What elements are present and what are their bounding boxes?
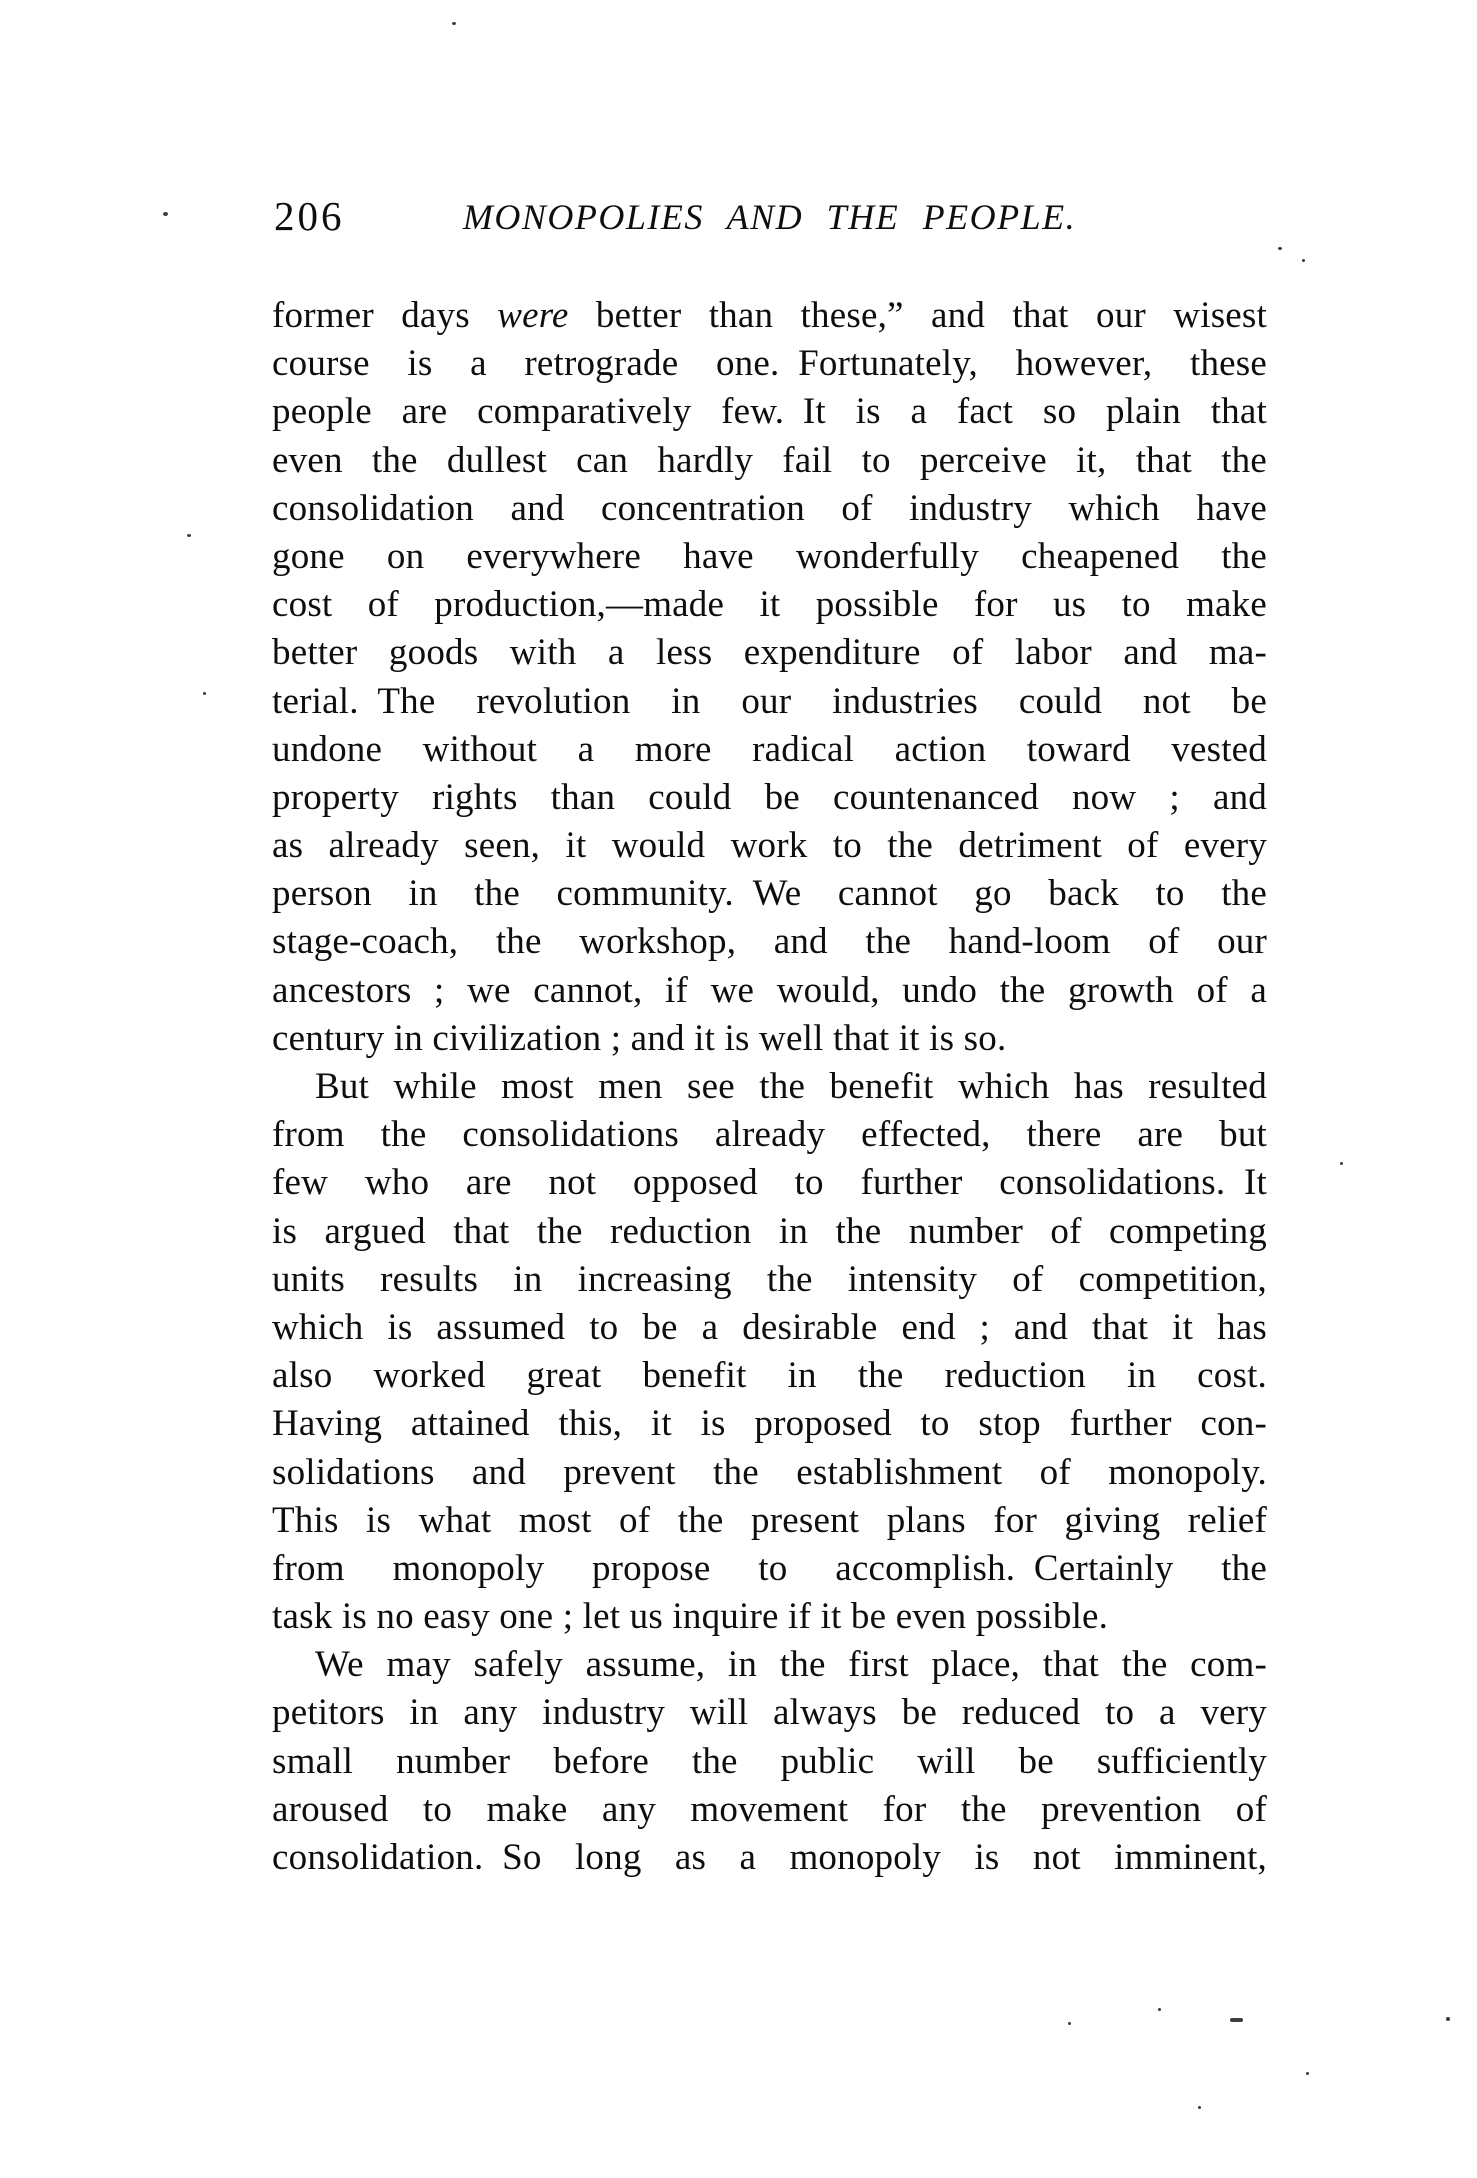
text-line: [272, 726, 1267, 774]
scan-speck: [1278, 247, 1282, 250]
text-line: [272, 485, 1267, 533]
text-line: [272, 1352, 1267, 1400]
text-segment: course is a retrograde one. Fortunately, however, these: [272, 343, 1267, 385]
text-line: [272, 629, 1267, 677]
page-header: [272, 194, 1267, 246]
text-line: [272, 1400, 1267, 1448]
text-line: [272, 388, 1267, 436]
scan-speck: [1302, 259, 1305, 262]
text-segment: from the consolidations already effected, there are but: [272, 1114, 1267, 1156]
text-segment: people are comparatively few. It is a fact so plain that: [272, 391, 1267, 433]
text-segment: consolidation. So long as a monopoly is not imminent,: [272, 1837, 1267, 1878]
scan-speck: [203, 692, 206, 695]
scan-speck: [1446, 2017, 1450, 2021]
text-segment: which is assumed to be a desirable end ; and that it has: [272, 1306, 1267, 1348]
text-segment: undone without a more radical action toward vested: [272, 728, 1267, 770]
text-segment: units results in increasing the intensity of competition,: [272, 1258, 1267, 1300]
text-segment: But while most men see the benefit which has resulted: [315, 1066, 1267, 1107]
text-segment: century in civilization ; and it is well that it is so.: [272, 1017, 1007, 1059]
scan-speck: [1068, 2022, 1071, 2025]
scan-speck: [1340, 1162, 1343, 1165]
text-segment: small number before the public will be sufficiently: [272, 1740, 1267, 1782]
text-line: [272, 1063, 1267, 1111]
text-line: [272, 774, 1267, 822]
scan-speck: [1198, 2106, 1201, 2109]
text-line: [272, 1641, 1267, 1689]
text-segment: aroused to make any movement for the prevention of: [272, 1788, 1267, 1830]
paragraph: [272, 292, 1267, 1063]
text-segment: stage-coach, the workshop, and the hand-loom of our: [272, 921, 1267, 963]
text-line: [272, 533, 1267, 581]
text-segment: also worked great benefit in the reduction in cost.: [272, 1355, 1267, 1397]
italic-text-segment: were: [497, 295, 569, 336]
text-line: [272, 340, 1267, 388]
page-number: 206: [274, 193, 345, 239]
text-segment: task is no easy one ; let us inquire if it be even possible.: [272, 1596, 1109, 1638]
text-line: [272, 967, 1267, 1015]
text-segment: property rights than could be countenanced now ; and: [272, 776, 1267, 818]
text-line: [272, 1159, 1267, 1207]
text-segment: Having attained this, it is proposed to stop further con-: [272, 1403, 1267, 1445]
text-line: [272, 292, 1267, 340]
text-segment: solidations and prevent the establishment of monopoly.: [272, 1451, 1267, 1493]
text-line: [272, 437, 1267, 485]
text-line: [272, 1689, 1267, 1737]
paragraph: [272, 1641, 1267, 1882]
text-segment: cost of production,—made it possible for us to make: [272, 584, 1267, 626]
text-segment: from monopoly propose to accomplish. Certainly the: [272, 1547, 1267, 1589]
text-segment: consolidation and concentration of industry which have: [272, 487, 1267, 529]
scan-speck: [163, 212, 168, 216]
text-segment: as already seen, it would work to the detriment of every: [272, 825, 1267, 867]
text-line: [272, 822, 1267, 870]
text-line: [272, 1111, 1267, 1159]
scan-speck: [1230, 2018, 1243, 2022]
text-segment: person in the community. We cannot go back to the: [272, 873, 1267, 915]
text-segment: gone on everywhere have wonderfully cheapened the: [272, 535, 1267, 577]
text-line: [272, 678, 1267, 726]
text-segment: better goods with a less expenditure of labor and ma-: [272, 632, 1267, 674]
text-line: [272, 870, 1267, 918]
paragraph: [272, 1063, 1267, 1641]
text-line: [272, 1208, 1267, 1256]
text-segment: few who are not opposed to further consolidations. It: [272, 1162, 1267, 1204]
scan-speck: [187, 534, 191, 537]
text-line: [272, 581, 1267, 629]
text-line: [272, 1545, 1267, 1593]
text-segment: even the dullest can hardly fail to perceive it, that the: [272, 439, 1267, 481]
scan-speck: [1306, 2072, 1309, 2075]
text-line: [272, 1834, 1267, 1882]
text-segment: better than these,” and that our wisest: [568, 295, 1267, 336]
text-segment: is argued that the reduction in the number of competing: [272, 1210, 1267, 1252]
text-segment: petitors in any industry will always be reduced to a very: [272, 1692, 1267, 1734]
text-line: [272, 1256, 1267, 1304]
text-segment: This is what most of the present plans for giving relief: [272, 1499, 1267, 1541]
text-segment: terial. The revolution in our industries could not be: [272, 680, 1267, 722]
text-segment: We may safely assume, in the first place, that the com-: [315, 1644, 1267, 1686]
text-segment: ancestors ; we cannot, if we would, undo the growth of a: [272, 969, 1267, 1011]
text-line: [272, 1304, 1267, 1352]
running-title: MONOPOLIES AND THE PEOPLE.: [462, 197, 1077, 237]
text-line: [272, 1497, 1267, 1545]
text-line: [272, 918, 1267, 966]
page-body: [272, 292, 1267, 1882]
text-line: [272, 1786, 1267, 1834]
scan-speck: [1158, 2008, 1161, 2011]
text-line: [272, 1449, 1267, 1497]
text-line: [272, 1738, 1267, 1786]
scan-speck: [452, 22, 456, 25]
text-segment: former days: [272, 295, 498, 336]
text-line: [272, 1593, 1267, 1641]
text-line: [272, 1015, 1267, 1063]
